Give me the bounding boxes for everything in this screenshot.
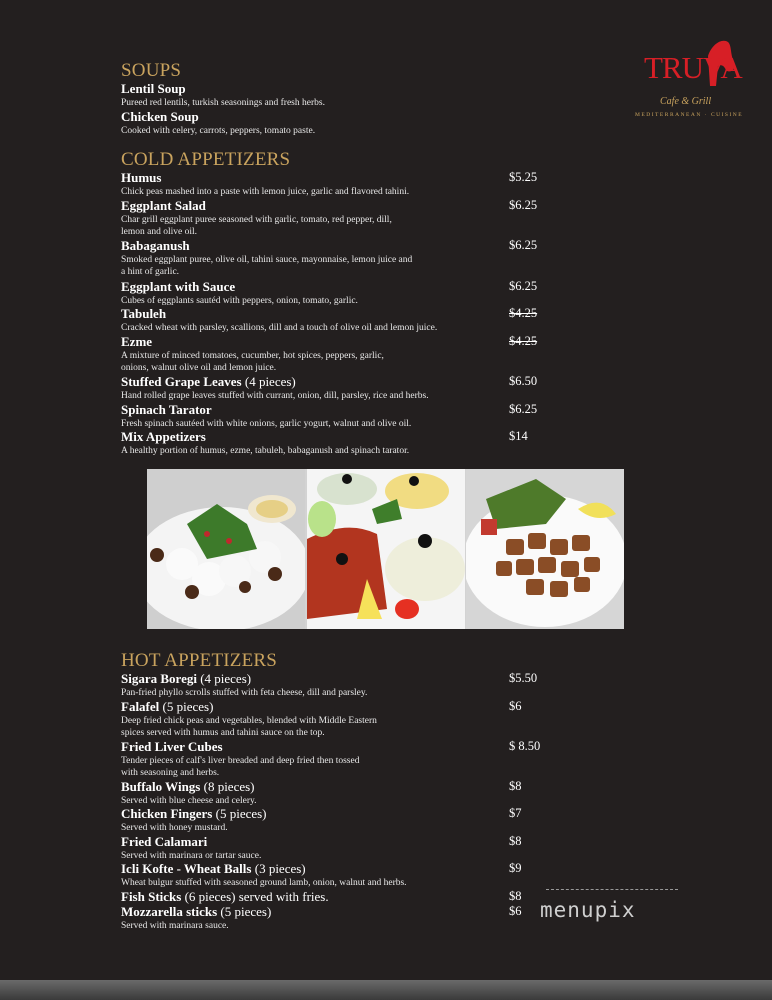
item-desc: Pureed red lentils, turkish seasonings and fresh herbs. (121, 98, 325, 108)
item-desc: Served with marinara sauce. (121, 921, 229, 931)
item-price: $ 8.50 (509, 739, 541, 753)
item-name (121, 280, 521, 294)
item-name (121, 307, 521, 321)
item-name (121, 430, 521, 444)
menu-item (121, 280, 521, 307)
item-name-text: Mozzarella sticks (121, 904, 218, 919)
item-price: $5.50 (509, 671, 538, 685)
item-name-text: Stuffed Grape Leaves (121, 374, 242, 389)
item-name (121, 375, 521, 389)
item-name-text: Fish Sticks (121, 889, 182, 904)
item-name-text: Ezme (121, 334, 153, 349)
item-price: $6.25 (509, 279, 538, 293)
menu-item (121, 307, 521, 334)
mixed-appetizer-image (307, 469, 465, 629)
item-name (121, 740, 521, 754)
menu-item (121, 335, 521, 374)
menu-item (121, 740, 521, 779)
item-name-text: Icli Kofte - Wheat Balls (121, 861, 252, 876)
item-desc: Chick peas mashed into a paste with lemon juice, garlic and flavored tahini. (121, 187, 410, 197)
logo-tagline: MEDITERRANEAN · CUISINE (635, 112, 744, 118)
item-price: $14 (509, 429, 528, 443)
falafel-plate-image (147, 469, 305, 629)
item-name (121, 905, 521, 919)
item-price: $6 (509, 904, 522, 918)
footer-bar (0, 980, 772, 1000)
item-name (121, 700, 521, 714)
item-name-text: Babaganush (121, 238, 190, 253)
item-price: $9 (509, 861, 522, 875)
logo-wordmark: TRUVA (644, 50, 742, 85)
soups-title: SOUPS (121, 60, 182, 81)
menu-item (121, 110, 521, 137)
item-name (121, 862, 521, 876)
item-quantity: (5 pieces) (159, 699, 214, 714)
menu-item (121, 375, 521, 402)
item-desc: Wheat bulgur stuffed with seasoned ground lamb, onion, walnut and herbs. (121, 878, 407, 888)
item-name (121, 672, 521, 686)
item-desc: A healthy portion of humus, ezme, tabuleh, babaganush and spinach tarator. (121, 446, 410, 456)
menu-item (121, 905, 521, 932)
item-price: $6.25 (509, 198, 538, 212)
item-name-text: Tabuleh (121, 306, 167, 321)
menu-item (121, 82, 521, 109)
item-name (121, 171, 521, 185)
item-name-text: Falafel (121, 699, 160, 714)
item-desc: Cracked wheat with parsley, scallions, dill and a touch of olive oil and lemon juice. (121, 323, 438, 333)
item-name-text: Humus (121, 170, 162, 185)
item-quantity: (4 pieces) (241, 374, 296, 389)
cold-appetizers-title: COLD APPETIZERS (121, 149, 291, 170)
item-name-text: Fried Liver Cubes (121, 739, 223, 754)
item-price: $5.25 (509, 170, 538, 184)
item-price: $6.25 (509, 238, 538, 252)
item-desc: Tender pieces of calf's liver breaded and deep fried then tossed with seasoning and herbs. (121, 756, 360, 778)
item-desc: Char grill eggplant puree seasoned with garlic, tomato, red pepper, dill, lemon and olive oil. (121, 215, 392, 237)
menu-item (121, 403, 521, 430)
item-desc: Cooked with celery, carrots, peppers, tomato paste. (121, 126, 316, 136)
item-quantity: (6 pieces) served with fries. (181, 889, 329, 904)
item-desc: Cubes of eggplants sautéd with peppers, onion, tomato, garlic. (121, 296, 358, 306)
menu-item (121, 430, 521, 457)
item-quantity: (5 pieces) (217, 904, 272, 919)
item-price: $6.25 (509, 402, 538, 416)
item-desc: Fresh spinach sautéed with white onions, garlic yogurt, walnut and olive oil. (121, 419, 412, 429)
item-name-text: Buffalo Wings (121, 779, 201, 794)
item-name (121, 335, 521, 349)
item-name (121, 835, 521, 849)
menu-item (121, 171, 521, 198)
menu-item (121, 890, 521, 904)
item-desc: A mixture of minced tomatoes, cucumber, hot spices, peppers, garlic, onions, walnut olive oil and lemon juice. (121, 351, 384, 373)
item-name (121, 403, 521, 417)
item-name (121, 199, 521, 213)
item-name-text: Eggplant with Sauce (121, 279, 236, 294)
item-desc: Deep fried chick peas and vegetables, blended with Middle Eastern spices served with humus and tahini sauce on the top. (121, 716, 377, 738)
item-name-text: Sigara Boregi (121, 671, 197, 686)
watermark-divider (546, 889, 678, 890)
item-quantity: (4 pieces) (196, 671, 252, 686)
item-name (121, 239, 521, 253)
item-price: $4.25 (509, 334, 538, 348)
item-desc: Smoked eggplant puree, olive oil, tahini sauce, mayonnaise, lemon juice and a hint of garlic. (121, 255, 413, 277)
item-quantity: (8 pieces) (200, 779, 255, 794)
item-quantity: (5 pieces) (212, 806, 267, 821)
menu-item (121, 199, 521, 238)
item-name: Chicken Soup (121, 109, 199, 124)
item-desc: Served with blue cheese and celery. (121, 796, 257, 806)
item-desc: Served with marinara or tartar sauce. (121, 851, 262, 861)
item-desc: Hand rolled grape leaves stuffed with currant, onion, dill, parsley, rice and herbs. (121, 391, 429, 401)
menu-item (121, 700, 521, 739)
item-name-text: Fried Calamari (121, 834, 208, 849)
hot-appetizers-title: HOT APPETIZERS (121, 650, 278, 671)
item-desc: Pan-fried phyllo scrolls stuffed with feta cheese, dill and parsley. (121, 688, 368, 698)
item-name: Lentil Soup (121, 81, 186, 96)
menu-item (121, 835, 521, 862)
item-price: $8 (509, 834, 522, 848)
item-price: $7 (509, 806, 522, 820)
menu-item (121, 672, 521, 699)
item-price: $6.50 (509, 374, 538, 388)
item-name (121, 890, 521, 904)
item-price: $6 (509, 699, 522, 713)
item-price: $4.25 (509, 306, 538, 320)
menu-item (121, 780, 521, 807)
menupix-watermark: menupix (540, 898, 636, 922)
truva-logo (635, 36, 748, 126)
item-price: $8 (509, 889, 522, 903)
logo-subtitle: Cafe & Grill (660, 96, 712, 107)
menu-item (121, 807, 521, 834)
item-name-text: Chicken Fingers (121, 806, 213, 821)
item-name (121, 780, 521, 794)
item-name-text: Mix Appetizers (121, 429, 206, 444)
item-quantity: (3 pieces) (251, 861, 306, 876)
liver-cubes-image (466, 469, 624, 629)
item-price: $8 (509, 779, 522, 793)
item-desc: Served with honey mustard. (121, 823, 228, 833)
food-photo-strip (147, 469, 624, 629)
item-name-text: Eggplant Salad (121, 198, 206, 213)
menu-item (121, 862, 521, 889)
item-name (121, 807, 521, 821)
item-name-text: Spinach Tarator (121, 402, 212, 417)
menu-item (121, 239, 521, 278)
